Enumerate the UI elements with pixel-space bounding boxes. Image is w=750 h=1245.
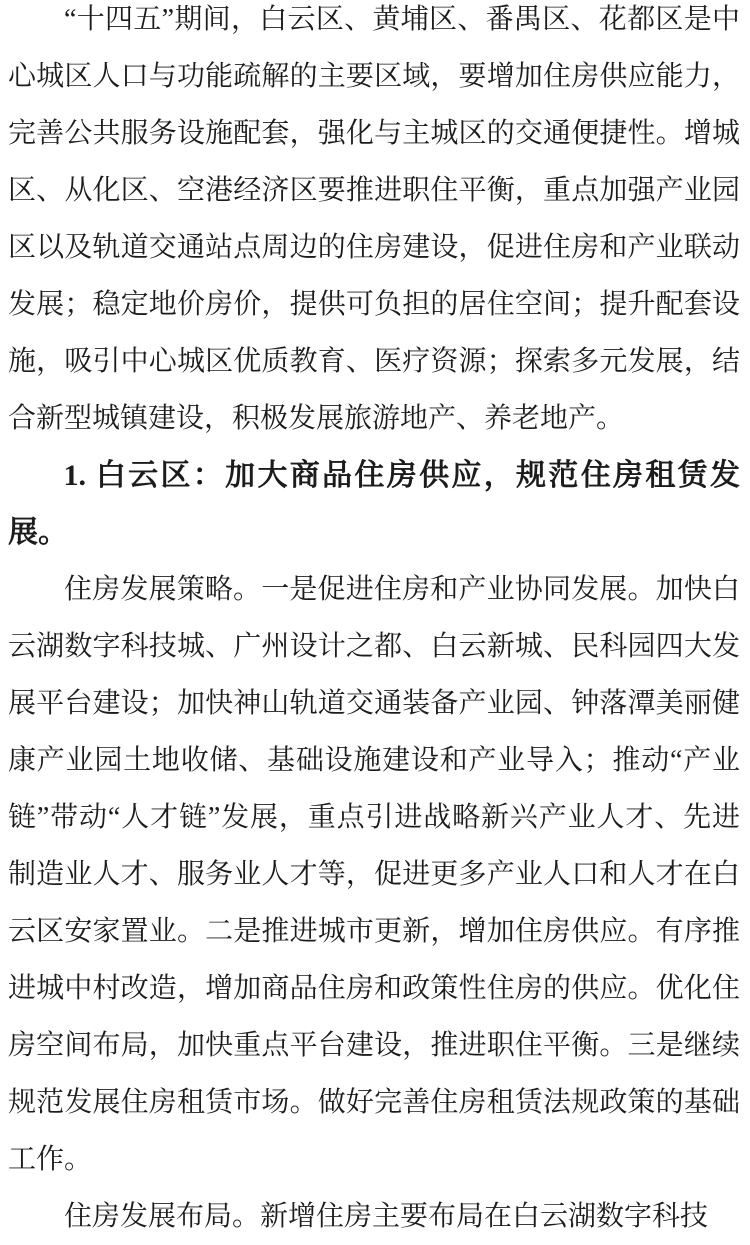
paragraph-housing-development-layout: 住房发展布局。新增住房主要布局在白云湖数字科技 [64,1201,709,1232]
paragraph-housing-development-strategy: 住房发展策略。一是促进住房和产业协同发展。加快白云湖数字科技城、广州设计之都、白云新城、民科园四大发展平台建设；加快神山轨道交通装备产业园、钟落潭美丽健康产业园土地收储、基础设施建设和产业导入；推动“产业链”带动“人才链”发展，重点引进战略新兴产业人才、先进制造业人才、服务业人才等，促进更多产业人口和人才在白云区安家置业。二是推进城市更新，增加住房供应。有序推进城中村改造，增加商品住房和政策性住房的供应。优化住房空间布局，加快重点平台建设，推进职住平衡。三是继续规范发展住房租赁市场。做好完善住房租赁法规政策的基础工作。 [8,574,740,1175]
paragraph-district-overview: “十四五”期间，白云区、黄埔区、番禺区、花都区是中心城区人口与功能疏解的主要区域，要增加住房供应能力，完善公共服务设施配套，强化与主城区的交通便捷性。增城区、从化区、空港经济区要推进职住平衡，重点加强产业园区以及轨道交通站点周边的住房建设，促进住房和产业联动发展；稳定地价房价，提供可负担的居住空间；提升配套设施，吸引中心城区优质教育、医疗资源；探索多元发展，结合新型城镇建设，积极发展旅游地产、养老地产。 [8,4,740,434]
section-heading-baiyun-district: 1. 白云区：加大商品住房供应，规范住房租赁发展。 [8,459,740,549]
